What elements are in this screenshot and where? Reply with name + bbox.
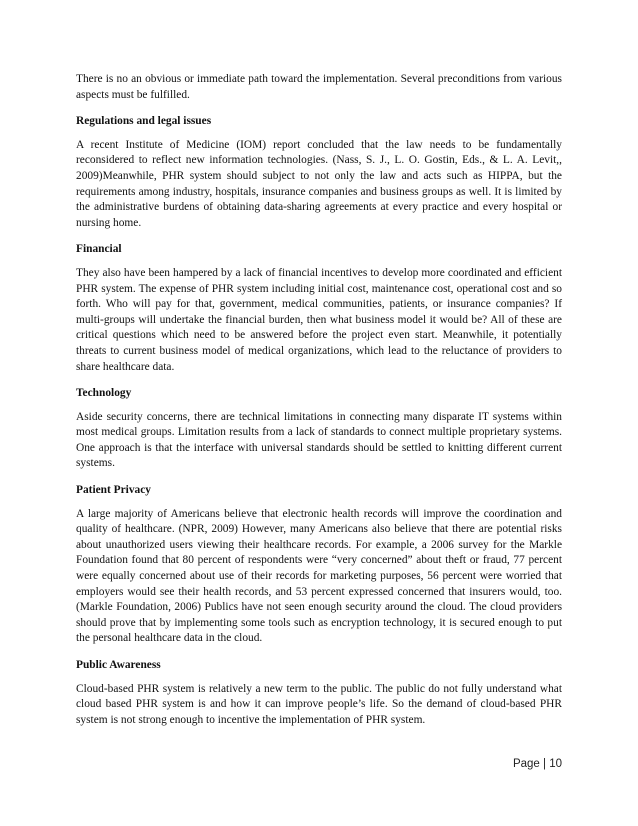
section-body-patient-privacy: A large majority of Americans believe that electronic health records will improve the coordination and quality of healthcare. (NPR, 2009) However, many Americans also believe that there are potential risks about unauthorized users viewing their healthcare records. For example, a 2006 survey for the Markle Foundation found that 80 percent of respondents were “very concerned” about theft or fraud, 77 percent were equally concerned about use of their records for marketing purposes, 56 percent were worried that employers would see their health records, and 53 percent expressed concerned that insurers would, too. (Markle Foundation, 2006) Publics have not seen enough security around the cloud. The cloud providers should prove that by implementing some tools such as encryption technology, it is secured enough to put the personal healthcare data in the cloud. <box>76 507 562 645</box>
section-body-financial: They also have been hampered by a lack of financial incentives to develop more coordinated and efficient PHR system. The expense of PHR system including initial cost, maintenance cost, operational cost and so forth. Who will pay for that, government, medical communities, patients, or insurance companies? If multi-groups will undertake the financial burden, then what business model it would be? All of these are critical questions which need to be answered before the project even start. Meanwhile, it potentially threats to current business model of medical organizations, which lead to the reluctance of providers to share healthcare data. <box>76 266 562 373</box>
section-heading-public-awareness: Public Awareness <box>76 659 161 671</box>
section-heading-regulations: Regulations and legal issues <box>76 115 212 128</box>
page-content <box>76 72 562 739</box>
section-heading-technology: Technology <box>76 387 132 400</box>
section-body-public-awareness: Cloud-based PHR system is relatively a new term to the public. The public do not fully understand what cloud based PHR system is and how it can improve people’s life. So the demand of cloud-based PHR system is not strong enough to incentive the implementation of PHR system. <box>76 682 562 726</box>
page-number-footer: Page | 10 <box>512 758 562 770</box>
intro-paragraph: There is no an obvious or immediate path toward the implementation. Several preconditions from various aspects must be fulfilled. <box>76 73 562 101</box>
section-body-regulations: A recent Institute of Medicine (IOM) report concluded that the law needs to be fundamentally reconsidered to reflect new information technologies. (Nass, S. J., L. O. Gostin, Eds., & L. A. Levit,, 2009)Meanwhile, PHR system should subject to not only the law and acts such as HIPPA, but the requirements among industry, hospitals, insurance companies and business groups as well. It is limited by the administrative burdens of obtaining data-sharing agreements at every practice and every hospital or nursing home. <box>76 138 562 229</box>
section-heading-patient-privacy: Patient Privacy <box>76 484 151 497</box>
section-heading-financial: Financial <box>76 243 122 256</box>
section-body-technology: Aside security concerns, there are technical limitations in connecting many disparate IT systems within most medical groups. Limitation results from a lack of standards to connect multiple proprietary systems. One approach is that the interface with universal standards should be settled to knitting different current systems. <box>76 410 562 470</box>
